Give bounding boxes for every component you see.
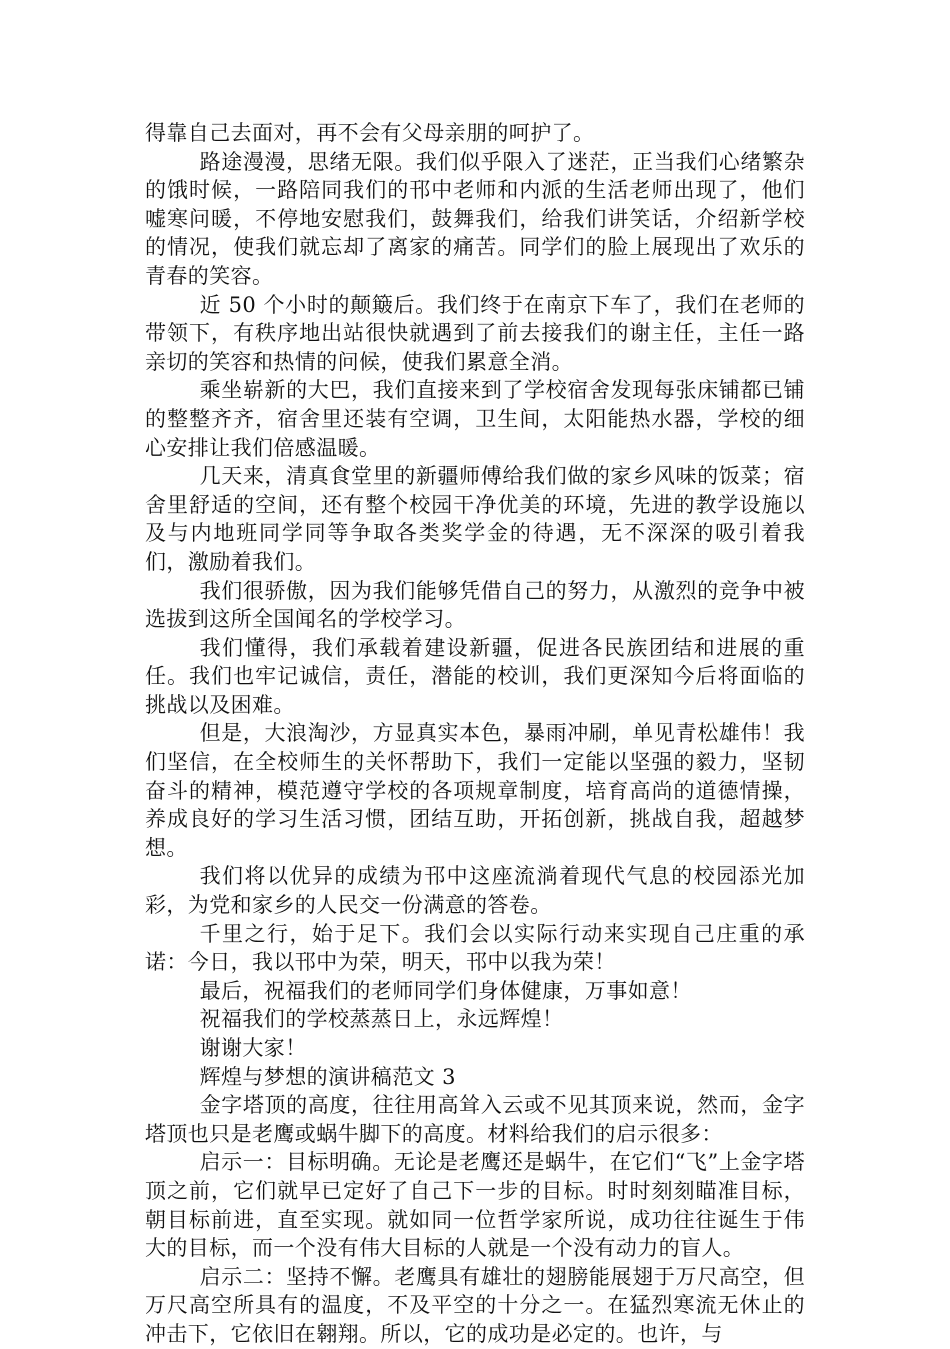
paragraph-responsibility: 我们懂得，我们承载着建设新疆，促进各民族团结和进展的重任。我们也牢记诚信，责任，潜能的校训，我们更深知今后将面临的挑战以及困难。 xyxy=(145,635,805,717)
paragraph-insight-one: 启示一：目标明确。无论是老鹰还是蜗牛，在它们“飞”上金字塔顶之前，它们就早已定好了自己下一步的目标。时时刻刻瞄准目标，朝目标前进，直至实现。就如同一位哲学家所说，成功往往诞生于伟大的目标，而一个没有伟大目标的人就是一个没有动力的盲人。 xyxy=(145,1150,805,1261)
document-body xyxy=(145,119,805,1349)
paragraph-blessing-teachers: 最后，祝福我们的老师同学们身体健康，万事如意！ xyxy=(199,978,692,1003)
paragraph-journey: 路途漫漫，思绪无限。我们似乎限入了迷茫，正当我们心绪繁杂的饿时候，一路陪同我们的邗中老师和内派的生活老师出现了，他们嘘寒问暖，不停地安慰我们，鼓舞我们，给我们讲笑话，介绍新学校的情况，使我们就忘却了离家的痛苦。同学们的脸上展现出了欢乐的青春的笑容。 xyxy=(145,149,805,288)
paragraph-achievement: 我们将以优异的成绩为邗中这座流淌着现代气息的校园添光加彩，为党和家乡的人民交一份满意的答卷。 xyxy=(145,864,805,918)
paragraph-pyramid: 金字塔顶的高度，往往用高耸入云或不见其顶来说，然而，金字塔顶也只是老鹰或蜗牛脚下的高度。材料给我们的启示很多： xyxy=(145,1093,805,1146)
paragraph-determination: 但是，大浪淘沙，方显真实本色，暴雨冲刷，单见青松雄伟！我们坚信，在全校师生的关怀帮助下，我们一定能以坚强的毅力，坚韧奋斗的精神，模范遵守学校的各项规章制度，培育高尚的道德情操，养成良好的学习生活习惯，团结互助，开拓创新，挑战自我，超越梦想。 xyxy=(145,721,805,860)
paragraph-pride: 我们很骄傲，因为我们能够凭借自己的努力，从激烈的竞争中被选拔到这所全国闻名的学校学习。 xyxy=(145,578,805,632)
paragraph-canteen: 几天来，清真食堂里的新疆师傅给我们做的家乡风味的饭菜；宿舍里舒适的空间，还有整个校园干净优美的环境，先进的教学设施以及与内地班同学同等争取各类奖学金的待遇，无不深深的吸引着我们，激励着我们。 xyxy=(145,464,805,574)
paragraph-thanks: 谢谢大家！ xyxy=(199,1036,307,1060)
paragraph-promise: 千里之行，始于足下。我们会以实际行动来实现自己庄重的承诺：今日，我以邗中为荣，明天，邗中以我为荣！ xyxy=(145,921,805,975)
paragraph-insight-two: 启示二：坚持不懈。老鹰具有雄壮的翅膀能展翅于万尺高空，但万尺高空所具有的温度，不及平空的十分之一。在猛烈寒流无休止的冲击下，它依旧在翱翔。所以，它的成功是必定的。也许，与 xyxy=(145,1264,805,1346)
section-heading: 辉煌与梦想的演讲稿范文 3 xyxy=(199,1064,456,1089)
paragraph-continuation: 得靠自己去面对，再不会有父母亲朋的呵护了。 xyxy=(145,121,595,145)
paragraph-blessing-school: 祝福我们的学校蒸蒸日上，永远辉煌！ xyxy=(199,1007,564,1032)
paragraph-arrival-nanjing: 近 50 个小时的颠簸后。我们终于在南京下车了，我们在老师的带领下，有秩序地出站很快就遇到了前去接我们的谢主任，主任一路亲切的笑容和热情的问候，使我们累意全消。 xyxy=(145,292,805,374)
paragraph-dormitory: 乘坐崭新的大巴，我们直接来到了学校宿舍发现每张床铺都已铺的整整齐齐，宿舍里还装有空调，卫生间，太阳能热水器，学校的细心安排让我们倍感温暖。 xyxy=(145,378,805,460)
